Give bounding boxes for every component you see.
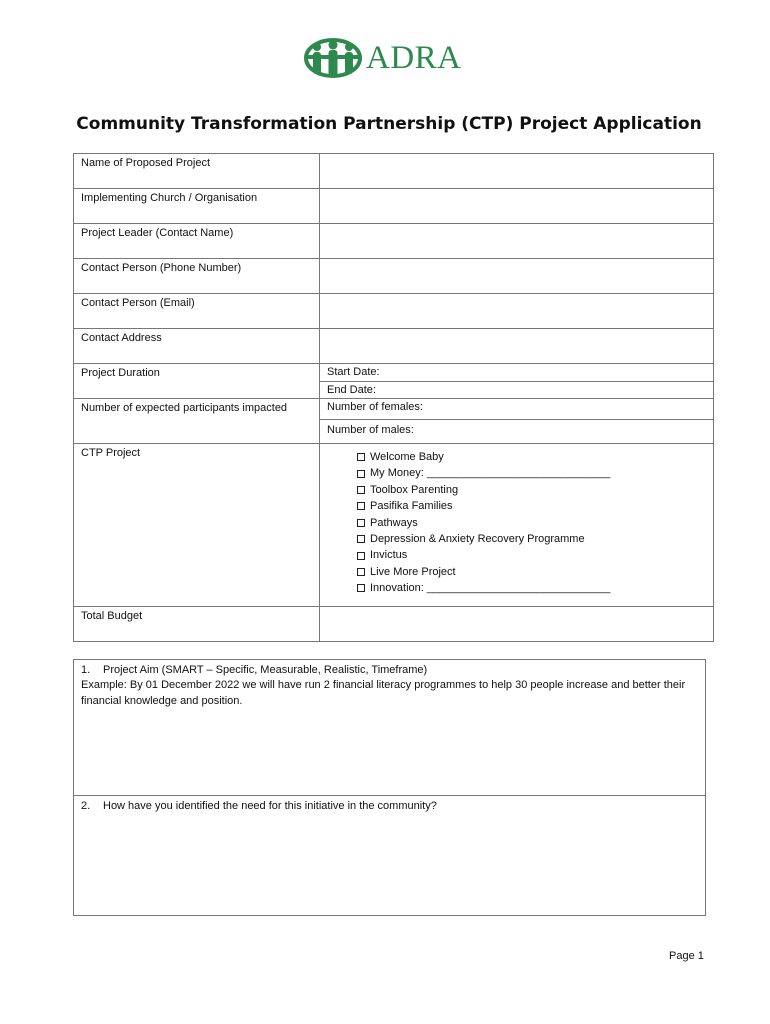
- question-2-number: 2.: [81, 800, 91, 812]
- application-form-table: [73, 153, 714, 642]
- page-number: Page 1: [669, 950, 704, 962]
- ctp-option-depression-anxiety[interactable]: Depression & Anxiety Recovery Programme: [357, 531, 706, 547]
- table-row: [74, 660, 706, 796]
- total-budget-label: Total Budget: [74, 607, 320, 642]
- checkbox-icon[interactable]: [357, 502, 365, 510]
- question-1-example: Example: By 01 December 2022 we will have run 2 financial literacy programmes to help 30 people increase and better their financial knowledge and position.: [81, 679, 686, 707]
- project-leader-label: Project Leader (Contact Name): [74, 224, 320, 259]
- contact-phone-label: Contact Person (Phone Number): [74, 259, 320, 294]
- table-row: [74, 444, 714, 607]
- checkbox-icon[interactable]: [357, 552, 365, 560]
- ctp-option-welcome-baby[interactable]: Welcome Baby: [357, 449, 706, 465]
- ctp-option-pasifika-families[interactable]: Pasifika Families: [357, 498, 706, 514]
- males-field[interactable]: Number of males:: [320, 420, 714, 444]
- contact-email-label: Contact Person (Email): [74, 294, 320, 329]
- ctp-project-label: CTP Project: [74, 444, 320, 607]
- contact-phone-field[interactable]: [320, 259, 714, 294]
- ctp-option-innovation[interactable]: Innovation: ______________________________: [357, 580, 706, 596]
- checkbox-icon[interactable]: [357, 519, 365, 527]
- implementing-church-label: Implementing Church / Organisation: [74, 189, 320, 224]
- ctp-option-pathways[interactable]: Pathways: [357, 515, 706, 531]
- project-leader-field[interactable]: [320, 224, 714, 259]
- table-row: [74, 364, 714, 382]
- contact-address-label: Contact Address: [74, 329, 320, 364]
- questions-table: [73, 659, 706, 916]
- checkbox-icon[interactable]: [357, 470, 365, 478]
- checkbox-icon[interactable]: [357, 584, 365, 592]
- start-date-field[interactable]: Start Date:: [320, 364, 714, 382]
- implementing-church-field[interactable]: [320, 189, 714, 224]
- table-row: [74, 329, 714, 364]
- participants-label: Number of expected participants impacted: [74, 399, 320, 444]
- checkbox-icon[interactable]: [357, 568, 365, 576]
- table-row: [74, 154, 714, 189]
- checkbox-icon[interactable]: [357, 486, 365, 494]
- table-row: [74, 294, 714, 329]
- contact-address-field[interactable]: [320, 329, 714, 364]
- checkbox-icon[interactable]: [357, 535, 365, 543]
- ctp-project-options: [320, 444, 714, 607]
- females-field[interactable]: Number of females:: [320, 399, 714, 420]
- table-row: [74, 399, 714, 420]
- project-duration-label: Project Duration: [74, 364, 320, 399]
- logo-text: ADRA: [366, 40, 462, 76]
- question-1-number: 1.: [81, 664, 91, 676]
- adra-people-logo-icon: [304, 38, 362, 78]
- end-date-field[interactable]: End Date:: [320, 382, 714, 399]
- table-row: [74, 189, 714, 224]
- question-2-title: How have you identified the need for this initiative in the community?: [103, 800, 437, 812]
- total-budget-field[interactable]: [320, 607, 714, 642]
- page-title: Community Transformation Partnership (CTP) Project Application: [76, 114, 702, 134]
- table-row: [74, 224, 714, 259]
- table-row: [74, 259, 714, 294]
- ctp-option-my-money[interactable]: My Money: ______________________________: [357, 465, 706, 481]
- proposed-project-field[interactable]: [320, 154, 714, 189]
- table-row: [74, 607, 714, 642]
- table-row: [74, 796, 706, 916]
- question-1-title: Project Aim (SMART – Specific, Measurable, Realistic, Timeframe): [103, 664, 428, 676]
- question-1-box[interactable]: [74, 660, 706, 796]
- proposed-project-label: Name of Proposed Project: [74, 154, 320, 189]
- ctp-option-toolbox-parenting[interactable]: Toolbox Parenting: [357, 482, 706, 498]
- ctp-option-invictus[interactable]: Invictus: [357, 547, 706, 563]
- contact-email-field[interactable]: [320, 294, 714, 329]
- ctp-option-live-more[interactable]: Live More Project: [357, 564, 706, 580]
- adra-logo: [304, 38, 462, 78]
- checkbox-icon[interactable]: [357, 453, 365, 461]
- question-2-box[interactable]: [74, 796, 706, 916]
